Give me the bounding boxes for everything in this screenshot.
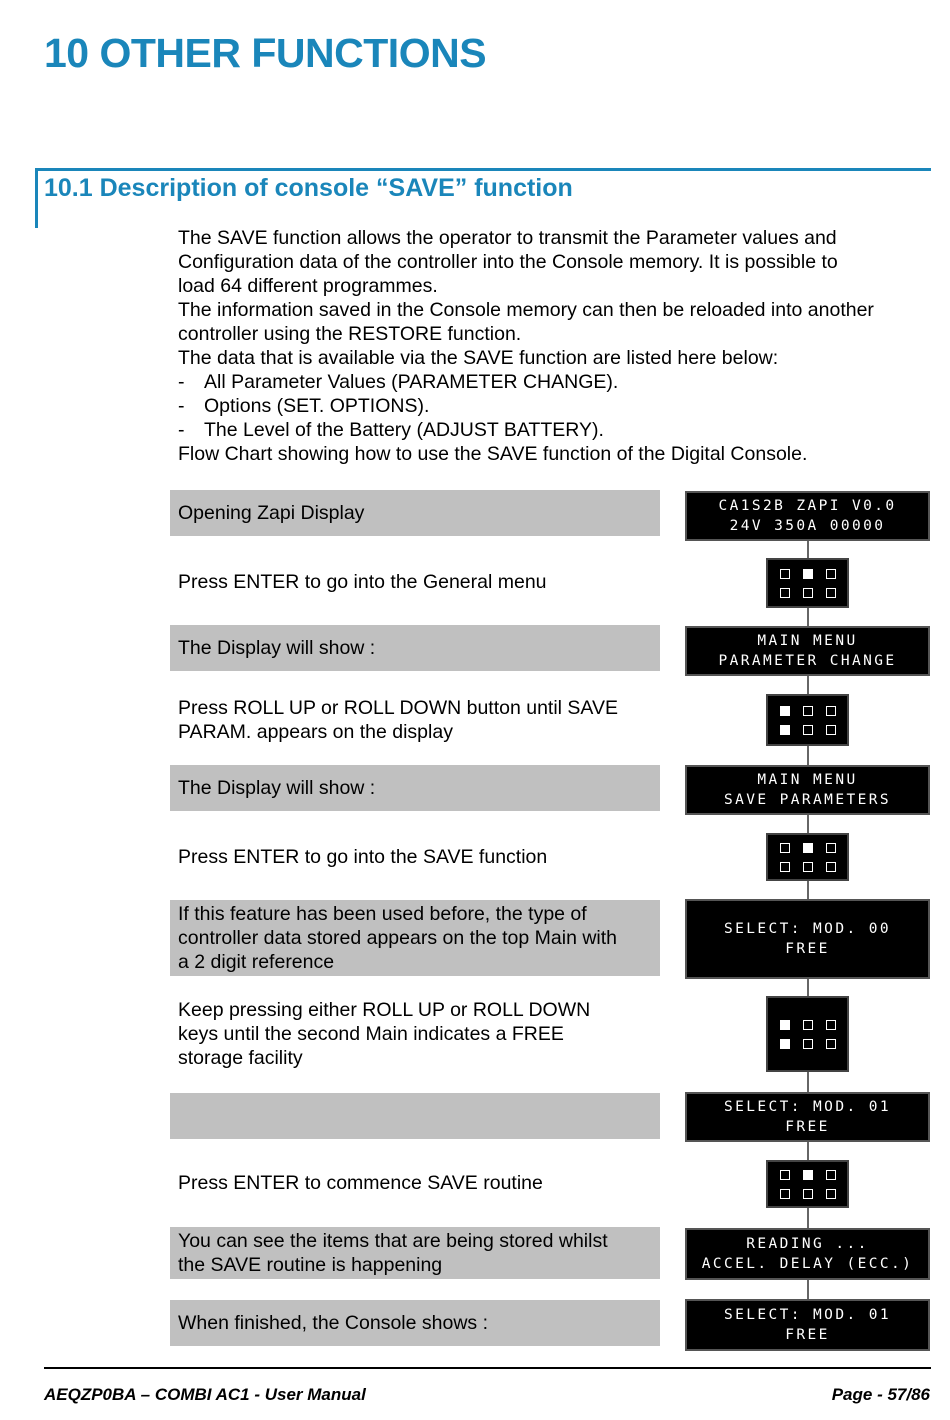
footer-page-number: Page - 57/86 (831, 1385, 930, 1404)
key-roll-down-icon (780, 1039, 790, 1049)
intro-line: The data that is available via the SAVE function are listed here below: (178, 347, 779, 369)
section-rule (35, 168, 931, 171)
key-enter-icon (803, 1170, 813, 1180)
intro-line: controller using the RESTORE function. (178, 323, 522, 345)
lcd-display (685, 1299, 930, 1351)
step-box (170, 1160, 660, 1206)
step-box (170, 765, 660, 811)
lcd-line-1: SELECT: MOD. 01 (724, 1307, 891, 1323)
lcd-line-2: SAVE PARAMETERS (724, 792, 891, 808)
step-box (170, 694, 660, 746)
key-icon (803, 1189, 813, 1199)
lcd-line-1: SELECT: MOD. 00 (724, 921, 891, 937)
keypad-roll-icon (766, 694, 849, 746)
step-text: If this feature has been used before, the type of (178, 903, 587, 925)
step-text: Press ENTER to go into the General menu (178, 571, 547, 593)
key-icon (826, 1039, 836, 1049)
step-box-empty (170, 1093, 660, 1139)
key-icon (826, 1020, 836, 1030)
keypad-enter-icon (766, 558, 849, 608)
step-text: Press ROLL UP or ROLL DOWN button until SAVE (178, 697, 618, 719)
intro-line: Configuration data of the controller into the Console memory. It is possible to (178, 251, 838, 273)
key-icon (826, 843, 836, 853)
lcd-line-1: MAIN MENU (757, 633, 858, 649)
bullet-item (178, 418, 938, 442)
bullet-marker: - (178, 395, 185, 417)
key-icon (780, 862, 790, 872)
footer-rule (44, 1367, 931, 1369)
key-icon (826, 569, 836, 579)
step-box (170, 490, 660, 536)
key-icon (826, 588, 836, 598)
footer-document-title: AEQZP0BA – COMBI AC1 - User Manual (44, 1385, 366, 1404)
key-icon (803, 1039, 813, 1049)
key-icon (803, 1020, 813, 1030)
key-icon (780, 1170, 790, 1180)
key-icon (780, 588, 790, 598)
lcd-display (685, 491, 930, 541)
step-box (170, 1300, 660, 1346)
key-icon (803, 706, 813, 716)
step-text: storage facility (178, 1047, 303, 1069)
lcd-display (685, 765, 930, 815)
lcd-display (685, 626, 930, 676)
key-roll-up-icon (780, 706, 790, 716)
intro-closing: Flow Chart showing how to use the SAVE function of the Digital Console. (178, 443, 808, 465)
lcd-line-2: FREE (785, 941, 830, 957)
key-enter-icon (803, 569, 813, 579)
key-icon (803, 862, 813, 872)
step-text: the SAVE routine is happening (178, 1254, 443, 1276)
keypad-roll-icon (766, 996, 849, 1072)
key-icon (826, 706, 836, 716)
lcd-line-2: ACCEL. DELAY (ECC.) (701, 1256, 914, 1272)
step-text: Keep pressing either ROLL UP or ROLL DOWN (178, 999, 591, 1021)
lcd-display (685, 899, 930, 979)
lcd-line-1: SELECT: MOD. 01 (724, 1099, 891, 1115)
keypad-enter-icon (766, 1160, 849, 1208)
bullet-marker: - (178, 371, 185, 393)
bullet-marker: - (178, 419, 185, 441)
key-icon (826, 1189, 836, 1199)
bullet-item (178, 394, 938, 418)
step-box (170, 996, 660, 1072)
step-text: Press ENTER to go into the SAVE function (178, 846, 548, 868)
bullet-text: The Level of the Battery (ADJUST BATTERY). (204, 419, 604, 441)
lcd-line-2: 24V 350A 00000 (729, 518, 886, 534)
step-text: The Display will show : (178, 777, 376, 799)
key-roll-up-icon (780, 1020, 790, 1030)
key-roll-down-icon (780, 725, 790, 735)
section-title: 10.1 Description of console “SAVE” function (44, 174, 573, 202)
key-enter-icon (803, 843, 813, 853)
key-icon (803, 588, 813, 598)
intro-text (178, 226, 938, 466)
step-box (170, 1227, 660, 1279)
intro-line: load 64 different programmes. (178, 275, 438, 297)
key-icon (826, 862, 836, 872)
key-icon (780, 843, 790, 853)
key-icon (780, 1189, 790, 1199)
step-text: When finished, the Console shows : (178, 1312, 489, 1334)
section-rule-left (35, 168, 38, 228)
lcd-line-2: FREE (785, 1119, 830, 1135)
chapter-title: 10 OTHER FUNCTIONS (44, 30, 487, 76)
lcd-line-1: MAIN MENU (757, 772, 858, 788)
step-box (170, 834, 660, 880)
key-icon (803, 725, 813, 735)
key-icon (826, 725, 836, 735)
step-text: The Display will show : (178, 637, 376, 659)
step-box (170, 559, 660, 605)
lcd-line-2: PARAMETER CHANGE (718, 653, 897, 669)
intro-line: The information saved in the Console memory can then be reloaded into another (178, 299, 874, 321)
lcd-line-1: CA1S2B ZAPI V0.0 (718, 498, 897, 514)
lcd-line-2: FREE (785, 1327, 830, 1343)
lcd-display (685, 1228, 930, 1280)
step-text: Opening Zapi Display (178, 502, 365, 524)
keypad-enter-icon (766, 833, 849, 881)
bullet-text: Options (SET. OPTIONS). (204, 395, 430, 417)
step-box (170, 625, 660, 671)
lcd-display (685, 1092, 930, 1142)
step-text: a 2 digit reference (178, 951, 335, 973)
bullet-item (178, 370, 938, 394)
step-box (170, 900, 660, 976)
intro-line: The SAVE function allows the operator to transmit the Parameter values and (178, 227, 837, 249)
key-icon (780, 569, 790, 579)
step-text: Press ENTER to commence SAVE routine (178, 1172, 543, 1194)
key-icon (826, 1170, 836, 1180)
step-text: controller data stored appears on the top Main with (178, 927, 618, 949)
step-text: keys until the second Main indicates a FREE (178, 1023, 564, 1045)
lcd-line-1: READING ... (746, 1236, 869, 1252)
bullet-text: All Parameter Values (PARAMETER CHANGE). (204, 371, 619, 393)
step-text: You can see the items that are being stored whilst (178, 1230, 608, 1252)
step-text: PARAM. appears on the display (178, 721, 453, 743)
